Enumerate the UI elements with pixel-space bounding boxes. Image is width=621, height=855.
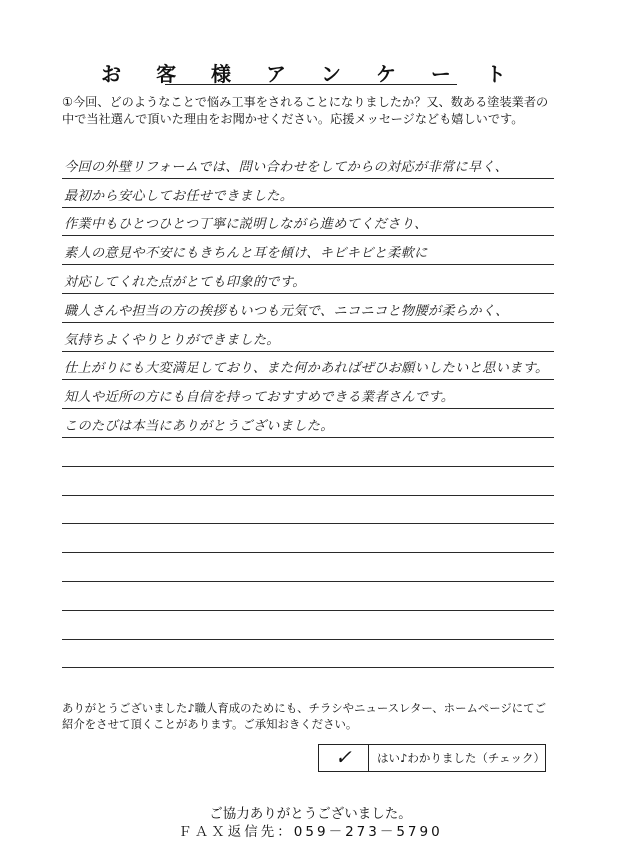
answer-line	[62, 265, 554, 294]
answer-line	[62, 582, 554, 611]
answer-line	[62, 352, 554, 381]
answer-line	[62, 323, 554, 352]
handwritten-text: 職人さんや担当の方の挨拶もいつも元気で、ニコニコと物腰が柔らかく、	[64, 303, 509, 319]
handwritten-text: 知人や近所の方にも自信を持っておすすめできる業者さんです。	[64, 390, 455, 406]
answer-line	[62, 294, 554, 323]
handwritten-text: 対応してくれた点がとても印象的です。	[64, 274, 306, 290]
answer-line	[62, 380, 554, 409]
handwritten-text: 作業中もひとつひとつ丁寧に説明しながら進めてくださり、	[64, 217, 428, 233]
consent-checkbox[interactable]	[319, 745, 369, 771]
thanks-text: ご協力ありがとうございました。	[209, 806, 412, 822]
handwritten-text: このたびは本当にありがとうございました。	[64, 418, 334, 434]
answer-line	[62, 438, 554, 467]
publication-note	[62, 700, 562, 732]
handwritten-text: 気持ちよくやりとりができました。	[64, 332, 280, 348]
answer-line	[62, 467, 554, 496]
handwritten-text: 仕上がりにも大変満足しており、また何かあればぜひお願いしたいと思います。	[64, 361, 549, 377]
survey-title: お 客 様 ア ン ケ ー ト	[101, 62, 520, 86]
checkmark-icon: ✓	[335, 745, 352, 769]
answer-line	[62, 236, 554, 265]
answer-line	[62, 496, 554, 525]
answer-line	[62, 611, 554, 640]
answer-line	[62, 150, 554, 179]
answer-line	[62, 524, 554, 553]
consent-checkbox-row	[318, 744, 546, 772]
consent-label: はい♪わかりました（チェック）	[377, 751, 545, 765]
fax-number: ＦＡＸ返信先：059－273－5790	[178, 824, 443, 840]
handwritten-text: 素人の意見や不安にもきちんと耳を傾け、キビキビと柔軟に	[64, 246, 428, 262]
note-line: 紹介をさせて頂くことがあります。ご承知おきください。	[62, 717, 358, 731]
title-underline	[165, 84, 457, 85]
answer-line	[62, 409, 554, 438]
answer-line	[62, 208, 554, 237]
question-line: 中で当社選んで頂いた理由をお聞かせください。応援メッセージなども嬉しいです。	[62, 112, 524, 126]
handwritten-text: 最初から安心してお任せできました。	[64, 188, 294, 204]
answer-line	[62, 179, 554, 208]
question-line: ①今回、どのようなことで悩み工事をされることになりましたか？又、数ある塗装業者の	[62, 95, 549, 109]
answer-area	[62, 150, 554, 668]
note-line: ありがとうございました♪職人育成のためにも、チラシやニュースレター、ホームページにてご	[62, 701, 546, 715]
answer-line	[62, 553, 554, 582]
survey-question	[62, 94, 582, 128]
handwritten-text: 今回の外壁リフォームでは、問い合わせをしてからの対応が非常に早く、	[64, 159, 509, 175]
answer-line	[62, 640, 554, 669]
